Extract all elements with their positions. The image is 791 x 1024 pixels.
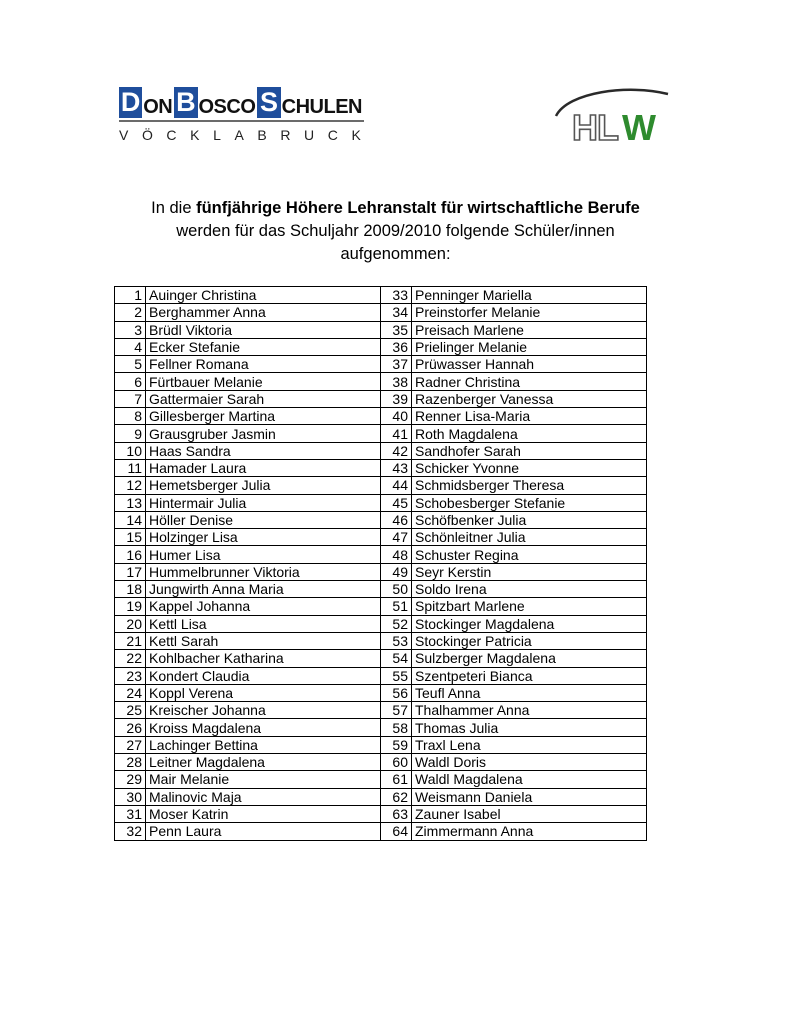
table-row (115, 719, 647, 736)
don-bosco-schulen-logo (119, 87, 375, 143)
student-number: 35 (381, 321, 412, 338)
student-name: Koppl Verena (146, 684, 381, 701)
student-number: 40 (381, 408, 412, 425)
student-name: Prielinger Melanie (412, 338, 647, 355)
table-row (115, 442, 647, 459)
student-number: 15 (115, 529, 146, 546)
student-name: Kroiss Magdalena (146, 719, 381, 736)
student-number: 23 (115, 667, 146, 684)
student-name: Fellner Romana (146, 356, 381, 373)
table-row (115, 287, 647, 304)
student-name: Renner Lisa-Maria (412, 408, 647, 425)
student-name: Zimmermann Anna (412, 823, 647, 840)
table-row (115, 771, 647, 788)
student-name: Sandhofer Sarah (412, 442, 647, 459)
student-name: Höller Denise (146, 511, 381, 528)
table-row (115, 598, 647, 615)
student-name: Weismann Daniela (412, 788, 647, 805)
table-row (115, 304, 647, 321)
student-name: Kreischer Johanna (146, 702, 381, 719)
student-number: 51 (381, 598, 412, 615)
student-number: 60 (381, 754, 412, 771)
table-row (115, 356, 647, 373)
table-row (115, 390, 647, 407)
student-number: 5 (115, 356, 146, 373)
student-name: Preinstorfer Melanie (412, 304, 647, 321)
student-name: Sulzberger Magdalena (412, 650, 647, 667)
student-name: Haas Sandra (146, 442, 381, 459)
heading-line-2: werden für das Schuljahr 2009/2010 folgende Schüler/innen (176, 222, 615, 240)
student-number: 2 (115, 304, 146, 321)
student-name: Preisach Marlene (412, 321, 647, 338)
student-name: Gillesberger Martina (146, 408, 381, 425)
student-number: 11 (115, 459, 146, 476)
table-row (115, 684, 647, 701)
table-row (115, 408, 647, 425)
logo-wordmark (119, 87, 364, 118)
student-name: Thalhammer Anna (412, 702, 647, 719)
hlw-letter-w: W (622, 107, 656, 148)
student-name: Humer Lisa (146, 546, 381, 563)
student-rows (115, 287, 647, 841)
heading-line-1 (100, 197, 691, 220)
student-name: Malinovic Maja (146, 788, 381, 805)
student-name: Leitner Magdalena (146, 754, 381, 771)
student-name: Schmidsberger Theresa (412, 477, 647, 494)
student-number: 54 (381, 650, 412, 667)
table-row (115, 823, 647, 840)
student-number: 43 (381, 459, 412, 476)
student-name: Schönleitner Julia (412, 529, 647, 546)
student-name: Waldl Magdalena (412, 771, 647, 788)
student-number: 44 (381, 477, 412, 494)
student-number: 38 (381, 373, 412, 390)
heading-line-3: aufgenommen: (340, 245, 451, 263)
student-number: 10 (115, 442, 146, 459)
student-number: 36 (381, 338, 412, 355)
student-name: Mair Melanie (146, 771, 381, 788)
table-row (115, 511, 647, 528)
student-number: 45 (381, 494, 412, 511)
student-number: 8 (115, 408, 146, 425)
table-row (115, 321, 647, 338)
table-row (115, 754, 647, 771)
student-number: 13 (115, 494, 146, 511)
student-number: 57 (381, 702, 412, 719)
document-heading (100, 197, 691, 266)
student-name: Lachinger Bettina (146, 736, 381, 753)
student-name: Schöfbenker Julia (412, 511, 647, 528)
table-row (115, 736, 647, 753)
student-name: Brüdl Viktoria (146, 321, 381, 338)
table-row (115, 788, 647, 805)
student-name: Kappel Johanna (146, 598, 381, 615)
student-number: 30 (115, 788, 146, 805)
logo-word-on: ON (143, 96, 173, 118)
student-name: Kohlbacher Katharina (146, 650, 381, 667)
student-name: Traxl Lena (412, 736, 647, 753)
table-row (115, 494, 647, 511)
table-row (115, 805, 647, 822)
student-name: Roth Magdalena (412, 425, 647, 442)
logo-word-chulen: CHULEN (281, 96, 362, 118)
student-name: Prüwasser Hannah (412, 356, 647, 373)
table-row (115, 425, 647, 442)
student-number: 31 (115, 805, 146, 822)
student-number: 14 (115, 511, 146, 528)
student-name: Kondert Claudia (146, 667, 381, 684)
student-name: Penninger Mariella (412, 287, 647, 304)
student-number: 4 (115, 338, 146, 355)
student-name: Schuster Regina (412, 546, 647, 563)
student-number: 24 (115, 684, 146, 701)
student-number: 17 (115, 563, 146, 580)
student-number: 34 (381, 304, 412, 321)
student-name: Zauner Isabel (412, 805, 647, 822)
student-name: Teufl Anna (412, 684, 647, 701)
student-number: 1 (115, 287, 146, 304)
student-table (114, 286, 647, 841)
student-name: Hemetsberger Julia (146, 477, 381, 494)
student-name: Waldl Doris (412, 754, 647, 771)
student-name: Spitzbart Marlene (412, 598, 647, 615)
table-row (115, 546, 647, 563)
hlw-letters-hl: HL (572, 107, 618, 148)
table-row (115, 581, 647, 598)
table-row (115, 650, 647, 667)
student-name: Gattermaier Sarah (146, 390, 381, 407)
student-number: 48 (381, 546, 412, 563)
student-name: Schobesberger Stefanie (412, 494, 647, 511)
student-name: Stockinger Magdalena (412, 615, 647, 632)
student-number: 20 (115, 615, 146, 632)
table-row (115, 459, 647, 476)
logo-word-osco: OSCO (198, 96, 256, 118)
student-number: 58 (381, 719, 412, 736)
student-name: Fürtbauer Melanie (146, 373, 381, 390)
heading-school-type: fünfjährige Höhere Lehranstalt für wirtschaftliche Berufe (196, 199, 640, 217)
student-number: 49 (381, 563, 412, 580)
table-row (115, 338, 647, 355)
table-row (115, 702, 647, 719)
student-number: 26 (115, 719, 146, 736)
student-name: Jungwirth Anna Maria (146, 581, 381, 598)
student-number: 47 (381, 529, 412, 546)
student-name: Auinger Christina (146, 287, 381, 304)
student-number: 12 (115, 477, 146, 494)
logo-initial-d: D (120, 87, 141, 117)
student-number: 53 (381, 632, 412, 649)
student-number: 21 (115, 632, 146, 649)
student-number: 63 (381, 805, 412, 822)
student-number: 41 (381, 425, 412, 442)
student-number: 32 (115, 823, 146, 840)
student-number: 3 (115, 321, 146, 338)
student-number: 37 (381, 356, 412, 373)
student-name: Kettl Lisa (146, 615, 381, 632)
student-name: Penn Laura (146, 823, 381, 840)
student-number: 7 (115, 390, 146, 407)
student-number: 62 (381, 788, 412, 805)
student-number: 55 (381, 667, 412, 684)
table-row (115, 632, 647, 649)
student-number: 19 (115, 598, 146, 615)
student-name: Grausgruber Jasmin (146, 425, 381, 442)
student-name: Soldo Irena (412, 581, 647, 598)
student-name: Kettl Sarah (146, 632, 381, 649)
student-name: Hintermair Julia (146, 494, 381, 511)
student-name: Hummelbrunner Viktoria (146, 563, 381, 580)
student-number: 33 (381, 287, 412, 304)
student-name: Hamader Laura (146, 459, 381, 476)
heading-prefix: In die (151, 199, 197, 217)
student-number: 6 (115, 373, 146, 390)
student-name: Radner Christina (412, 373, 647, 390)
logo-city: VÖCKLABRUCK (119, 127, 375, 143)
table-row (115, 529, 647, 546)
hlw-logo (548, 84, 672, 150)
logo-initial-s: S (257, 87, 280, 118)
student-number: 16 (115, 546, 146, 563)
student-number: 52 (381, 615, 412, 632)
student-name: Stockinger Patricia (412, 632, 647, 649)
table-row (115, 667, 647, 684)
student-number: 39 (381, 390, 412, 407)
student-number: 56 (381, 684, 412, 701)
student-number: 22 (115, 650, 146, 667)
student-number: 64 (381, 823, 412, 840)
table-row (115, 477, 647, 494)
table-row (115, 615, 647, 632)
student-name: Moser Katrin (146, 805, 381, 822)
student-name: Berghammer Anna (146, 304, 381, 321)
student-number: 29 (115, 771, 146, 788)
table-row (115, 373, 647, 390)
student-number: 46 (381, 511, 412, 528)
student-name: Holzinger Lisa (146, 529, 381, 546)
logo-initial-b: B (176, 87, 196, 117)
student-number: 61 (381, 771, 412, 788)
student-number: 59 (381, 736, 412, 753)
student-number: 42 (381, 442, 412, 459)
student-number: 27 (115, 736, 146, 753)
student-number: 18 (115, 581, 146, 598)
logo-divider (119, 120, 364, 122)
student-number: 25 (115, 702, 146, 719)
student-number: 28 (115, 754, 146, 771)
student-name: Razenberger Vanessa (412, 390, 647, 407)
student-name: Ecker Stefanie (146, 338, 381, 355)
student-number: 50 (381, 581, 412, 598)
student-number: 9 (115, 425, 146, 442)
student-name: Thomas Julia (412, 719, 647, 736)
student-name: Szentpeteri Bianca (412, 667, 647, 684)
table-row (115, 563, 647, 580)
student-name: Schicker Yvonne (412, 459, 647, 476)
student-name: Seyr Kerstin (412, 563, 647, 580)
